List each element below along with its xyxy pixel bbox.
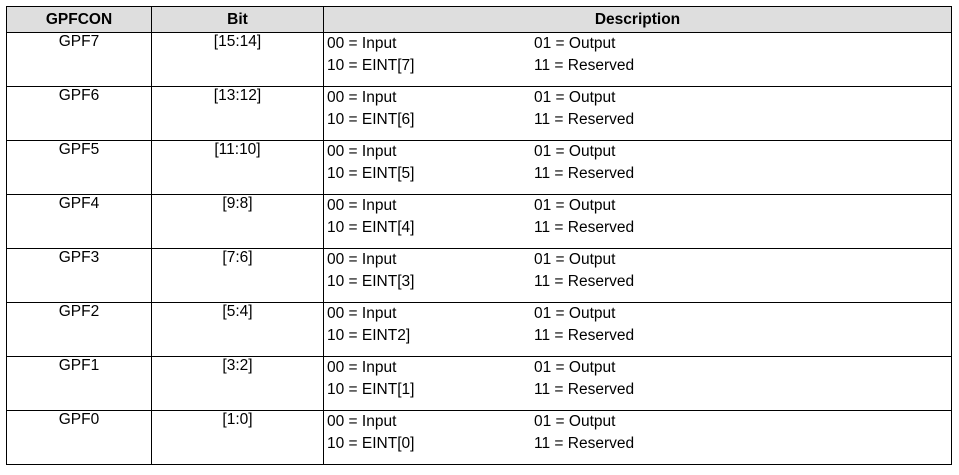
option-11: 11 = Reserved [534, 111, 635, 128]
option-01: 01 = Output [534, 143, 616, 160]
pin-name-cell: GPF6 [7, 87, 152, 141]
bit-range-cell: [15:14] [152, 33, 324, 87]
pin-name-cell: GPF2 [7, 303, 152, 357]
description-cell [324, 357, 952, 411]
option-10: 10 = EINT[1] [327, 381, 415, 398]
table-header [7, 7, 952, 33]
description-line-1 [324, 141, 951, 163]
header-bit: Bit [152, 7, 324, 33]
description-line-2 [324, 109, 951, 131]
option-10: 10 = EINT[0] [327, 435, 415, 452]
table-row [7, 141, 952, 195]
option-10: 10 = EINT[3] [327, 273, 415, 290]
description-line-2 [324, 433, 951, 455]
description-cell [324, 33, 952, 87]
header-description: Description [324, 7, 952, 33]
description-line-2 [324, 217, 951, 239]
option-00: 00 = Input [327, 35, 397, 52]
description-cell [324, 141, 952, 195]
option-01: 01 = Output [534, 359, 616, 376]
option-11: 11 = Reserved [534, 327, 635, 344]
table-row [7, 303, 952, 357]
table-row [7, 195, 952, 249]
description-line-1 [324, 249, 951, 271]
option-00: 00 = Input [327, 143, 397, 160]
bit-range-cell: [1:0] [152, 411, 324, 465]
pin-name-cell: GPF3 [7, 249, 152, 303]
description-line-1 [324, 357, 951, 379]
option-01: 01 = Output [534, 251, 616, 268]
description-cell [324, 249, 952, 303]
description-line-1 [324, 303, 951, 325]
option-00: 00 = Input [327, 305, 397, 322]
pin-name-cell: GPF0 [7, 411, 152, 465]
option-00: 00 = Input [327, 413, 397, 430]
description-line-1 [324, 87, 951, 109]
description-cell [324, 303, 952, 357]
bit-range-cell: [13:12] [152, 87, 324, 141]
description-line-2 [324, 325, 951, 347]
option-01: 01 = Output [534, 305, 616, 322]
option-10: 10 = EINT[5] [327, 165, 415, 182]
option-10: 10 = EINT[7] [327, 57, 415, 74]
option-10: 10 = EINT2] [327, 327, 411, 344]
table-row [7, 33, 952, 87]
table-body [7, 33, 952, 465]
option-11: 11 = Reserved [534, 381, 635, 398]
table-row [7, 357, 952, 411]
option-00: 00 = Input [327, 251, 397, 268]
option-01: 01 = Output [534, 413, 616, 430]
description-line-2 [324, 379, 951, 401]
table-row [7, 249, 952, 303]
pin-name-cell: GPF5 [7, 141, 152, 195]
option-10: 10 = EINT[6] [327, 111, 415, 128]
option-01: 01 = Output [534, 197, 616, 214]
gpfcon-register-table [6, 6, 952, 465]
description-cell [324, 195, 952, 249]
bit-range-cell: [11:10] [152, 141, 324, 195]
description-line-1 [324, 411, 951, 433]
description-line-1 [324, 195, 951, 217]
option-01: 01 = Output [534, 89, 616, 106]
option-00: 00 = Input [327, 197, 397, 214]
table-row [7, 411, 952, 465]
option-11: 11 = Reserved [534, 165, 635, 182]
description-line-2 [324, 55, 951, 77]
table-row [7, 87, 952, 141]
option-11: 11 = Reserved [534, 57, 635, 74]
option-00: 00 = Input [327, 89, 397, 106]
pin-name-cell: GPF4 [7, 195, 152, 249]
bit-range-cell: [5:4] [152, 303, 324, 357]
pin-name-cell: GPF7 [7, 33, 152, 87]
description-line-1 [324, 33, 951, 55]
description-line-2 [324, 271, 951, 293]
header-row [7, 7, 952, 33]
option-10: 10 = EINT[4] [327, 219, 415, 236]
description-cell [324, 87, 952, 141]
option-01: 01 = Output [534, 35, 616, 52]
bit-range-cell: [9:8] [152, 195, 324, 249]
option-11: 11 = Reserved [534, 435, 635, 452]
option-11: 11 = Reserved [534, 273, 635, 290]
pin-name-cell: GPF1 [7, 357, 152, 411]
description-cell [324, 411, 952, 465]
option-00: 00 = Input [327, 359, 397, 376]
description-line-2 [324, 163, 951, 185]
header-gpfcon: GPFCON [7, 7, 152, 33]
option-11: 11 = Reserved [534, 219, 635, 236]
bit-range-cell: [7:6] [152, 249, 324, 303]
bit-range-cell: [3:2] [152, 357, 324, 411]
